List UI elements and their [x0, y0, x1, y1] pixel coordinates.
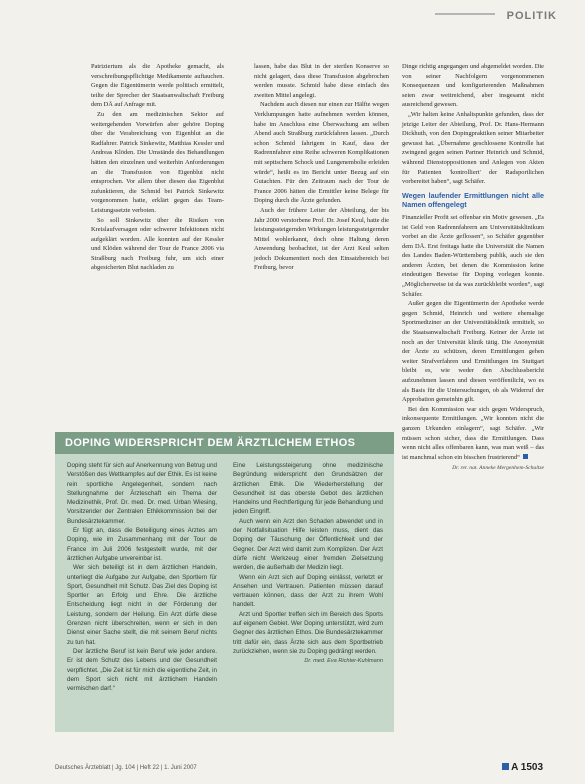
paragraph: Der ärztliche Beruf ist kein Beruf wie jeder andere. Er ist dem Schutz des Lebens und der Gesundheit verpflichtet. „Die Zeit ist für mich die eigentliche Zeit, in dem Sport sich nicht mit ärztlichem Handeln vermischen darf.“	[67, 647, 217, 693]
page-footer	[55, 763, 545, 775]
sidebar-box-header	[55, 432, 394, 454]
article-column-3	[402, 62, 544, 474]
sidebar-box-column-2	[233, 461, 383, 667]
paragraph: Zu den am medizinischen Sektor auf weitergehenden Vorwürfen aber gehöre Doping über die Verabreichung von Eigenblut an die Radfahrer. Patrick Sinkewitz, Matthias Kessler und Andreas Klöden. Die Umstände des Behandlungen hätten den einzelnen und weiterhin Anforderungen an die Transfusion von Eigenblut nicht entsprochen. Vor allem über diesen das Eigenblut zufunktieren, die Schmid bei Patrick Sinkewitz vorgenommen hatte, erklärt gegen das Team-Leistungssetzte verboten.	[91, 110, 224, 214]
paragraph: Patriziertum als die Apotheke gemacht, als verschreibungspflichtige Medikamente auftauchen. Gegen die Eigentümerin werde politisch ermittelt, teilte der Sprecher der Staatsanwaltschaft Freiburg dem DÄ auf Anfrage mit.	[91, 63, 224, 109]
paragraph: „Wir halten keine Anhaltspunkte gefunden, dass der jetzige Leiter der Abteilung, Prof. Dr. Hans-Hermann Dickhuth, von den Dopingpraktiken seiner Mitarbeiter gewusst hat. „Übernahme geschlossene Kontrolle hat zwingend gegen seinen Partner Heinrich und Schmid, während Dienstoppositionen und Anlegen von Akten für Patienten 'kontrolliert' der Radsportlichen vorbereitet haben“, sagt Schäfer.	[402, 110, 544, 186]
end-mark-icon	[523, 454, 528, 459]
header-rule	[435, 13, 495, 15]
author-credit: Dr. rer. nat. Anneke Mergenhem-Schultze	[452, 465, 544, 472]
paragraph: Er fügt an, dass die Beteiligung eines Arztes am Doping, wie im Zusammenhang mit der Tour de France im Juli 2006 festgestellt wurde, mit der ärztlichen Aufgabe unvereinbar ist.	[67, 527, 217, 562]
article-column-2	[254, 62, 389, 273]
sidebar-box-title: DOPING WIDERSPRICHT DEM ÄRZTLICHEM ETHOS	[65, 437, 356, 449]
paragraph-text: Bei den Kommission war sich gegen Widerspruch, inkonsequente Ermittlungen. „Wir konnten nicht die ganzen Urkunden einlagern“, sagt Schäfer. „Wir müssen schon sicher, dass die Ermittlungen. Dass wenn nicht alles offenbaren kann, was man weiß – das ist manchmal schon ein bisschen frustrierend“	[402, 405, 544, 461]
paragraph: Doping steht für sich auf Anerkennung von Betrug und Verstößen des Wettkampfes auf der Ethik. Es ist keine rein sportliche Angelegenheit, sondern nach Stellungnahme der Ärzteschaft ein Thema der Medizinethik, Prof. Dr. med. Dr. med. Urban Wiesing, Vorsitzender der Zentralen Ethikkommission bei der Bundesärztekammer.	[67, 462, 217, 525]
paragraph: Dinge richtig angegangen und abgemeldet worden. Die von seiner Nachfolgern vorgenommenen Konsequenzen und konfigurierenden Maßnahmen seien zwar weitreichend, aber insgesamt nicht ausreichend gewesen.	[402, 63, 544, 109]
paragraph: Nachdem auch diesen nur einen zur Hälfte wegen Verklumpungen hatte aufnehmen werden können, habe im Anschluss eine Überwachung am selben Abend auch Straßburg zurückfahren lassen. „Durch schon Schmid fahrigem in Kauf, dass der Radrennfahrer eine Reihe schweren Komplikationen mit septischem Schock und Lungenembolie erleiden würde“, heißt es im Bericht unter Bezug auf ein Gutachten. Für den Zeitraum nach der Tour de France 2006 hätten die Ermittler keine Belege für Doping durch die Ärzte gefunden.	[254, 101, 389, 205]
paragraph: Eine Leistungssteigerung ohne medizinische Begründung widerspricht den Grundsätzen der ärztlichen Ethik. Die Wiederherstellung der Gesundheit ist das oberste Gebot des ärztlichen Handelns und Rechtfertigung für jede Behandlung und jeden Eingriff.	[233, 462, 383, 516]
page-number-text: A 1503	[511, 762, 543, 773]
paragraph: Finanzieller Profit sei offenbar ein Motiv gewesen. „Es ist Geld von Radrennfahrern am Universitätsklinikum vorbei an die Ärzte geflossen“, so Schäfer gegenüber dem DÄ. Erst freitags hatte die Universität die Namen des Landes Baden-Württemberg publik, auch sie den anderen Ärzten, bei denen die Kommission keine eindeutigen Beweise für Doping vorlegen konnte. „Möglicherweise ist da was zurückbleibt worden“, sagt Schäfer.	[402, 213, 544, 298]
publication-info: Deutsches Ärzteblatt | Jg. 104 | Heft 22 | 1. Juni 2007	[55, 765, 197, 771]
paragraph: Wer sich beteiligt ist in dem ärztlichen Handeln, unterliegt die Aufgabe zur Aufgabe, den Sportlern für Sport, Gesundheit mit Schutz. Das Ziel des Doping ist Sportler an Erfolg und Ehre. Die ärztliche Entscheidung liegt nicht in der Förderung der Leistung, sondern der Heilung. Ein Arzt dürfe diese Grenzen nicht überschreiten, wenn er sich in den Dienst einer Sache stellt, die mit seinem Beruf nichts zu tun hat.	[67, 564, 217, 646]
paragraph: Auch der frühere Leiter der Abteilung, der bis Jahr 2000 verstorbene Prof. Dr. Josef Keul, hatte die leistungssteigernden Wirkungen leistungssteigernder Mittel wohlerkannt, doch ohne Haltung deren Anwendung beobachtet, ist der Arzt Keul selten jedoch Dokumentiert noch den Einsatzbereich bei Freiburg, bevor	[254, 206, 389, 272]
sidebar-box	[55, 432, 394, 732]
article-column-1	[91, 62, 224, 273]
page-number	[502, 762, 543, 773]
section-label: POLITIK	[506, 10, 557, 22]
paragraph: Auch wenn ein Arzt den Schaden abwendet und in der Notfallsituation Hilfe leisten muss, dient das Doping der Täuschung der Öffentlichkeit und der Gegner. Der Arzt wird damit zum Komplizen. Der Arzt dürfe nicht Werkzeug einer fremden Zielsetzung werden, die außerhalb der Medizin liegt.	[233, 517, 383, 572]
paragraph: Wenn ein Arzt sich auf Doping einlässt, verletzt er Ansehen und Vertrauen. Patienten müssen darauf vertrauen können, dass der Arzt zu ihrem Wohl handelt.	[233, 573, 383, 609]
page-marker-icon	[502, 763, 509, 770]
subheading: Wegen laufender Ermittlungen nicht alle Namen offengelegt	[402, 190, 544, 210]
sidebar-box-column-1	[67, 461, 217, 693]
paragraph: So soll Sinkewitz über die Risiken von Kreislaufversagen oder schwerer Infektionen nicht aufgeklärt worden. Alle konnten auf der Kessler und Klöden während der Tour de France 2006 via Straßburg nach Freiburg fuhr, um sich einer abgesicherten Blut nachladen zu	[91, 216, 224, 272]
paragraph	[402, 405, 544, 463]
paragraph: lassen, habe das Blut in der sterilen Konserve so nicht gelagert, dass diese Transfusion abgebrochen werden musste. Schmid habe diese einfach des zweiten Mittel angelegt.	[254, 63, 389, 99]
paragraph: Arzt und Sportler treffen sich im Bereich des Sports auf eigenem Gebiet. Wer Doping unterstützt, wird zum Gegner des ärztlichen Ethos. Die Bundesärztekammer tritt dafür ein, dass Ärzte sich aus dem Sportbetrieb zurückziehen, wenn sie zu Doping gedrängt werden.	[233, 610, 383, 655]
sidebar-box-credit: Dr. med. Eva Richter-Kuhlmann	[304, 658, 383, 665]
paragraph: Außer gegen die Eigentümerin der Apotheke werde gegen Schmid, Heinrich und weitere ehemalige Sportmediziner an der Universitätsklinik ermittelt, so die Staatsanwaltschaft Freiburg. Keiner der Ärzte ist noch an der Universität klinik tätig. Die Anonymität der Ärzte zu schützen, deren Ermittlungen gehen weiter Strafverfahren und Ermittlungen im Stuttgart bleibt es, wie weder den Abschlussbericht aufzunehmen lassen und diesen veröffentlicht, wo es als Basis für die Untersuchungen, ob als Widerruf der Approbation gemeinhin gilt.	[402, 300, 544, 404]
